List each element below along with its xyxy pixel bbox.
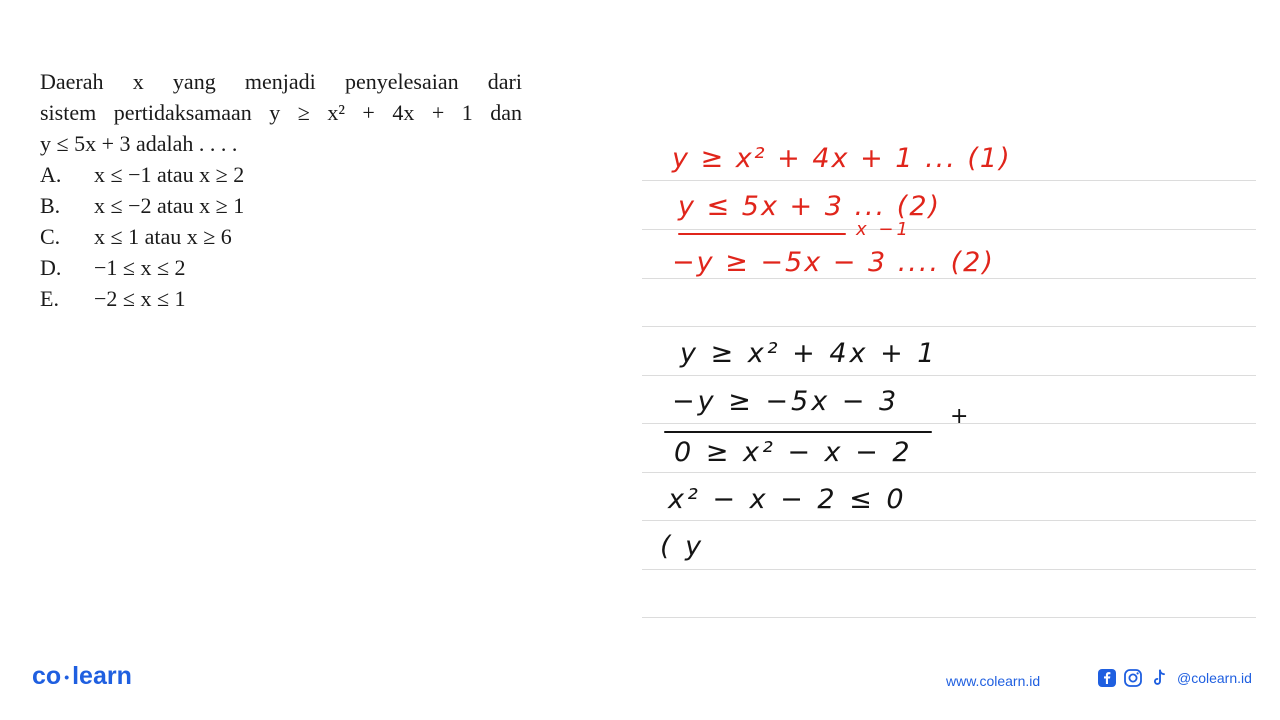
- ruled-line: [642, 569, 1256, 570]
- option-b[interactable]: [40, 190, 522, 221]
- ruled-line: [642, 520, 1256, 521]
- ruled-line: [642, 326, 1256, 327]
- option-text: x ≤ 1 atau x ≥ 6: [94, 224, 232, 249]
- social-links: [1097, 668, 1252, 688]
- logo-dot: •: [64, 669, 70, 686]
- tiktok-icon[interactable]: [1149, 668, 1169, 688]
- ruled-line: [642, 229, 1256, 230]
- question-line-3: y ≤ 5x + 3 adalah . . . .: [40, 131, 238, 156]
- option-letter: E.: [40, 286, 59, 311]
- question-line-2: sistem pertidaksamaan y ≥ x² + 4x + 1 dan: [40, 100, 522, 125]
- ruled-line: [642, 617, 1256, 618]
- option-letter: B.: [40, 193, 61, 218]
- option-e[interactable]: [40, 283, 522, 314]
- handwritten-multiplier-note: x −1: [856, 219, 911, 240]
- question-block: [40, 66, 522, 314]
- logo-text-co: co: [32, 662, 62, 690]
- website-url[interactable]: www.colearn.id: [946, 673, 1041, 689]
- option-d[interactable]: [40, 252, 522, 283]
- option-text: x ≤ −2 atau x ≥ 1: [94, 193, 245, 218]
- facebook-icon[interactable]: [1097, 668, 1117, 688]
- social-handle[interactable]: @colearn.id: [1177, 670, 1252, 686]
- handwritten-eq-1: y ≥ x² + 4x + 1 ... (1): [672, 143, 1012, 174]
- ruled-line: [642, 180, 1256, 181]
- handwritten-step-3: 0 ≥ x² − x − 2: [674, 437, 913, 468]
- instagram-icon[interactable]: [1123, 668, 1143, 688]
- question-line-1: Daerah x yang menjadi penyelesaian dari: [40, 69, 522, 94]
- handwritten-plus-sign: +: [950, 404, 972, 429]
- ruled-line: [642, 423, 1256, 424]
- handwritten-step-1: y ≥ x² + 4x + 1: [680, 338, 938, 369]
- handwritten-eq-2: y ≤ 5x + 3 ... (2): [678, 191, 942, 222]
- handwritten-underline: [678, 233, 846, 235]
- option-text: −2 ≤ x ≤ 1: [94, 286, 186, 311]
- option-a[interactable]: [40, 159, 522, 190]
- option-letter: A.: [40, 162, 62, 187]
- handwritten-sum-line: [664, 431, 932, 433]
- option-c[interactable]: [40, 221, 522, 252]
- handwritten-step-4: x² − x − 2 ≤ 0: [668, 484, 907, 515]
- option-letter: D.: [40, 255, 62, 280]
- handwritten-eq-3: −y ≥ −5x − 3 .... (2): [672, 247, 995, 278]
- option-letter: C.: [40, 224, 61, 249]
- ruled-line: [642, 375, 1256, 376]
- ruled-line: [642, 278, 1256, 279]
- ruled-line: [642, 472, 1256, 473]
- option-text: x ≤ −1 atau x ≥ 2: [94, 162, 245, 187]
- logo-text-learn: learn: [72, 662, 132, 690]
- handwritten-step-2: −y ≥ −5x − 3: [672, 386, 900, 417]
- colearn-logo: [32, 662, 132, 691]
- handwritten-step-5: ( y: [660, 531, 705, 562]
- option-text: −1 ≤ x ≤ 2: [94, 255, 186, 280]
